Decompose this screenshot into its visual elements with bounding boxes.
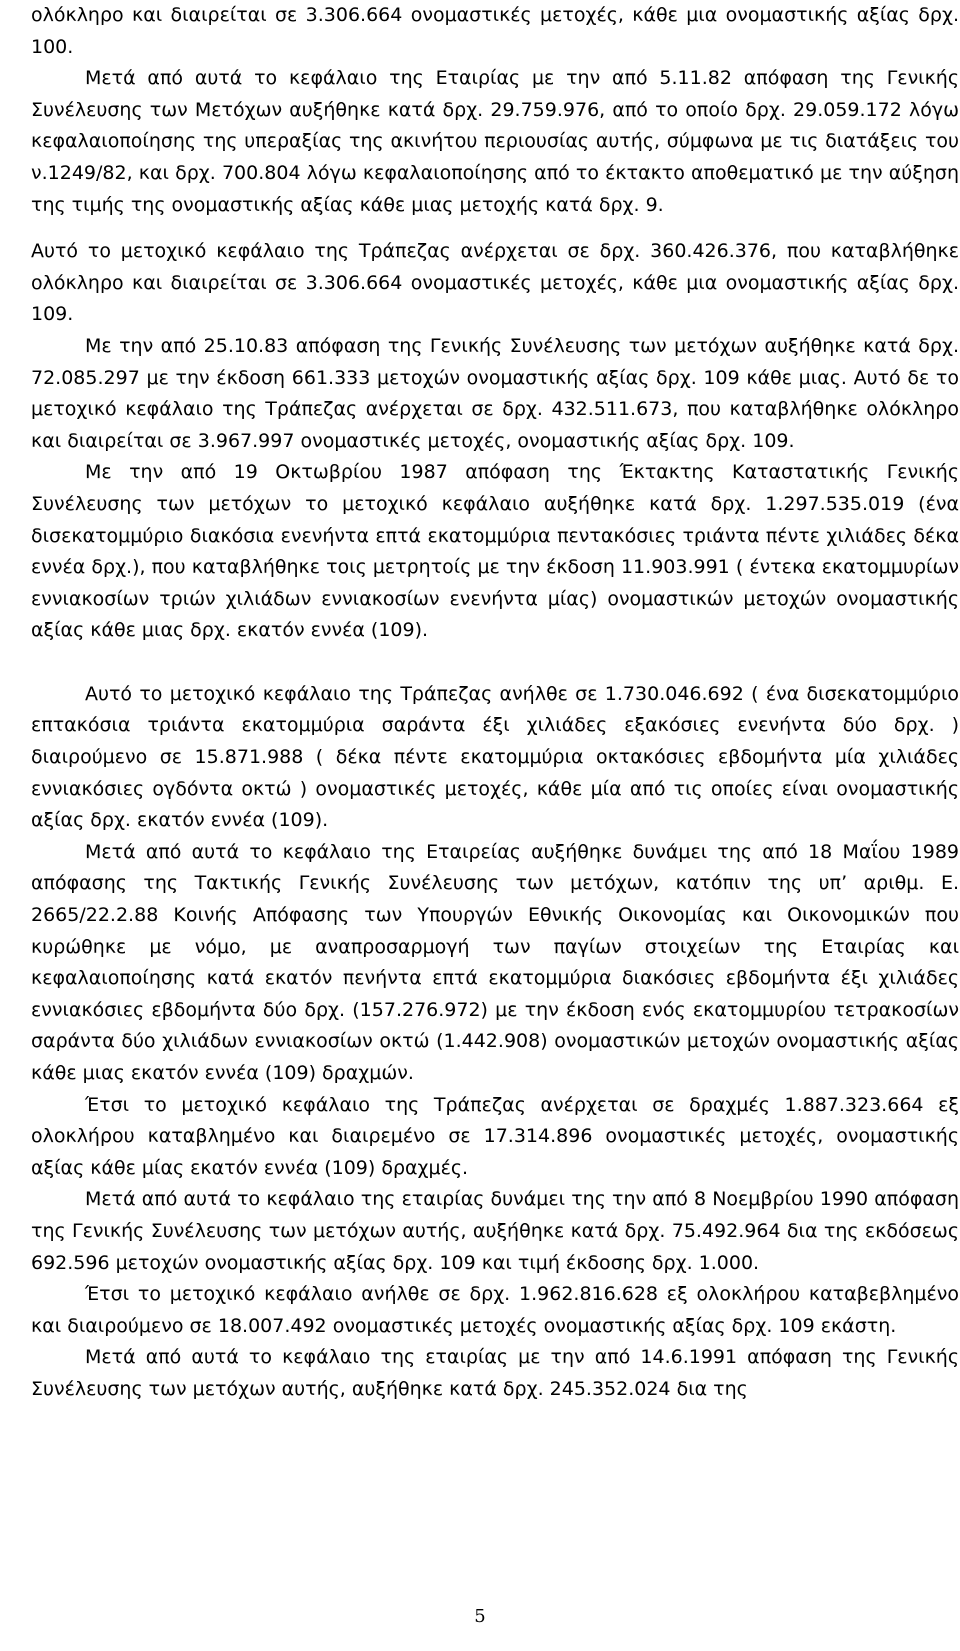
paragraph-11: Μετά από αυτά το κεφάλαιο της εταιρίας με την από 14.6.1991 απόφαση της Γενικής Συνέλευσης των μετόχων αυτής, αυξήθηκε κατά δρχ. 245.352.024 δια της [31, 1346, 959, 1400]
paragraph-7: Μετά από αυτά το κεφάλαιο της Εταιρείας αυξήθηκε δυνάμει της από 18 Μαΐου 1989 απόφασης της Τακτικής Γενικής Συνέλευσης των μετόχων, κατόπιν της υπ’ αριθμ. Ε. 2665/22.2.88 Κοινής Απόφασης των Υπουργών Εθνικής Οικονομίας και Οικονομικών που κυρώθηκε με νόμο, με αναπροσαρμογή των παγίων στοιχείων της Εταιρίας και κεφαλαιοποίησης κατά εκατόν πενήντα επτά εκατομμύρια διακόσιες εβδομήντα έξι χιλιάδες εννιακόσιες εβδομήντα δύο δρχ. (157.276.972) με την έκδοση ενός εκατομμυρίου τετρακοσίων σαράντα δύο χιλιάδων εννιακοσίων οκτώ (1.442.908) ονομαστικών μετοχών ονομαστικής αξίας κάθε μιας εκατόν εννέα (109) δραχμών. [31, 840, 959, 1084]
paragraph-5: Με την από 19 Οκτωβρίου 1987 απόφαση της Έκτακτης Καταστατικής Γενικής Συνέλευσης των μετόχων το μετοχικό κεφάλαιο αυξήθηκε κατά δρχ. 1.297.535.019 (ένα δισεκατομμύριο διακόσια ενενήντα επτά εκατομμύρια πεντακόσιες τριάντα πέντε χιλιάδες δέκα εννέα δρχ.), που καταβλήθηκε τοις μετρητοίς με την έκδοση 11.903.991 ( έντεκα εκατομμυρίων εννιακοσίων τριών χιλιάδων εννιακοσίων ενενήντα μίας) ονομαστικών μετοχών ονομαστικής αξίας κάθε μιας δρχ. εκατόν εννέα (109). [31, 461, 959, 642]
paragraph-3: Αυτό το μετοχικό κεφάλαιο της Τράπεζας ανέρχεται σε δρχ. 360.426.376, που καταβλήθηκε ολόκληρο και διαιρείται σε 3.306.664 ονομαστικές μετοχές, κάθε μια ονομαστικής αξίας δρχ. 109. [31, 240, 959, 326]
paragraph-10: Έτσι το μετοχικό κεφάλαιο ανήλθε σε δρχ. 1.962.816.628 εξ ολοκλήρου καταβεβλημένο και διαιρούμενο σε 18.007.492 ονομαστικές μετοχές ονομαστικής αξίας δρχ. 109 εκάστη. [31, 1283, 959, 1337]
paragraph-8: Έτσι το μετοχικό κεφάλαιο της Τράπεζας ανέρχεται σε δραχμές 1.887.323.664 εξ ολοκλήρου καταβλημένο και διαιρεμένο σε 17.314.896 ονομαστικές μετοχές, ονομαστικής αξίας κάθε μίας εκατόν εννέα (109) δραχμές. [31, 1093, 959, 1179]
paragraph-2: Μετά από αυτά το κεφάλαιο της Εταιρίας με την από 5.11.82 απόφαση της Γενικής Συνέλευσης των Μετόχων αυξήθηκε κατά δρχ. 29.759.976, από το οποίο δρχ. 29.059.172 λόγω κεφαλαιοποίησης της υπεραξίας της ακινήτου περιουσίας αυτής, σύμφωνα με τις διατάξεις του ν.1249/82, και δρχ. 700.804 λόγω κεφαλαιοποίησης από το έκτακτο αποθεματικό με την αύξηση της τιμής της ονομαστικής αξίας κάθε μιας μετοχής κατά δρχ. 9. [31, 67, 959, 216]
paragraph-1: ολόκληρο και διαιρείται σε 3.306.664 ονομαστικές μετοχές, κάθε μια ονομαστικής αξίας δρχ. 100. [31, 4, 959, 58]
body-text [31, 0, 959, 1406]
paragraph-6: Αυτό το μετοχικό κεφάλαιο της Τράπεζας ανήλθε σε 1.730.046.692 ( ένα δισεκατομμύριο επτακόσια τριάντα εκατομμύρια σαράντα έξι χιλιάδες εξακόσιες ενενήντα δύο δρχ. ) διαιρούμενο σε 15.871.988 ( δέκα πέντε εκατομμύρια οκτακόσιες εβδομήντα μία χιλιάδες εννιακόσιες ογδόντα οκτώ ) ονομαστικές μετοχές, κάθε μία από τις οποίες είναι ονομαστικής αξίας δρχ. εκατόν εννέα (109). [31, 682, 959, 832]
paragraph-4: Με την από 25.10.83 απόφαση της Γενικής Συνέλευσης των μετόχων αυξήθηκε κατά δρχ. 72.085.297 με την έκδοση 661.333 μετοχών ονομαστικής αξίας δρχ. 109 κάθε μιας. Αυτό δε το μετοχικό κεφάλαιο της Τράπεζας ανέρχεται σε δρχ. 432.511.673, που καταβλήθηκε ολόκληρο και διαιρείται σε 3.967.997 ονομαστικές μετοχές, ονομαστικής αξίας δρχ. 109. [31, 334, 959, 452]
paragraph-9: Μετά από αυτά το κεφάλαιο της εταιρίας δυνάμει της την από 8 Νοεμβρίου 1990 απόφαση της Γενικής Συνέλευσης των μετόχων αυτής, αυξήθηκε κατά δρχ. 75.492.964 δια της εκδόσεως 692.596 μετοχών ονομαστικής αξίας δρχ. 109 και τιμή έκδοσης δρχ. 1.000. [31, 1188, 959, 1274]
page-number: 5 [474, 1606, 486, 1627]
